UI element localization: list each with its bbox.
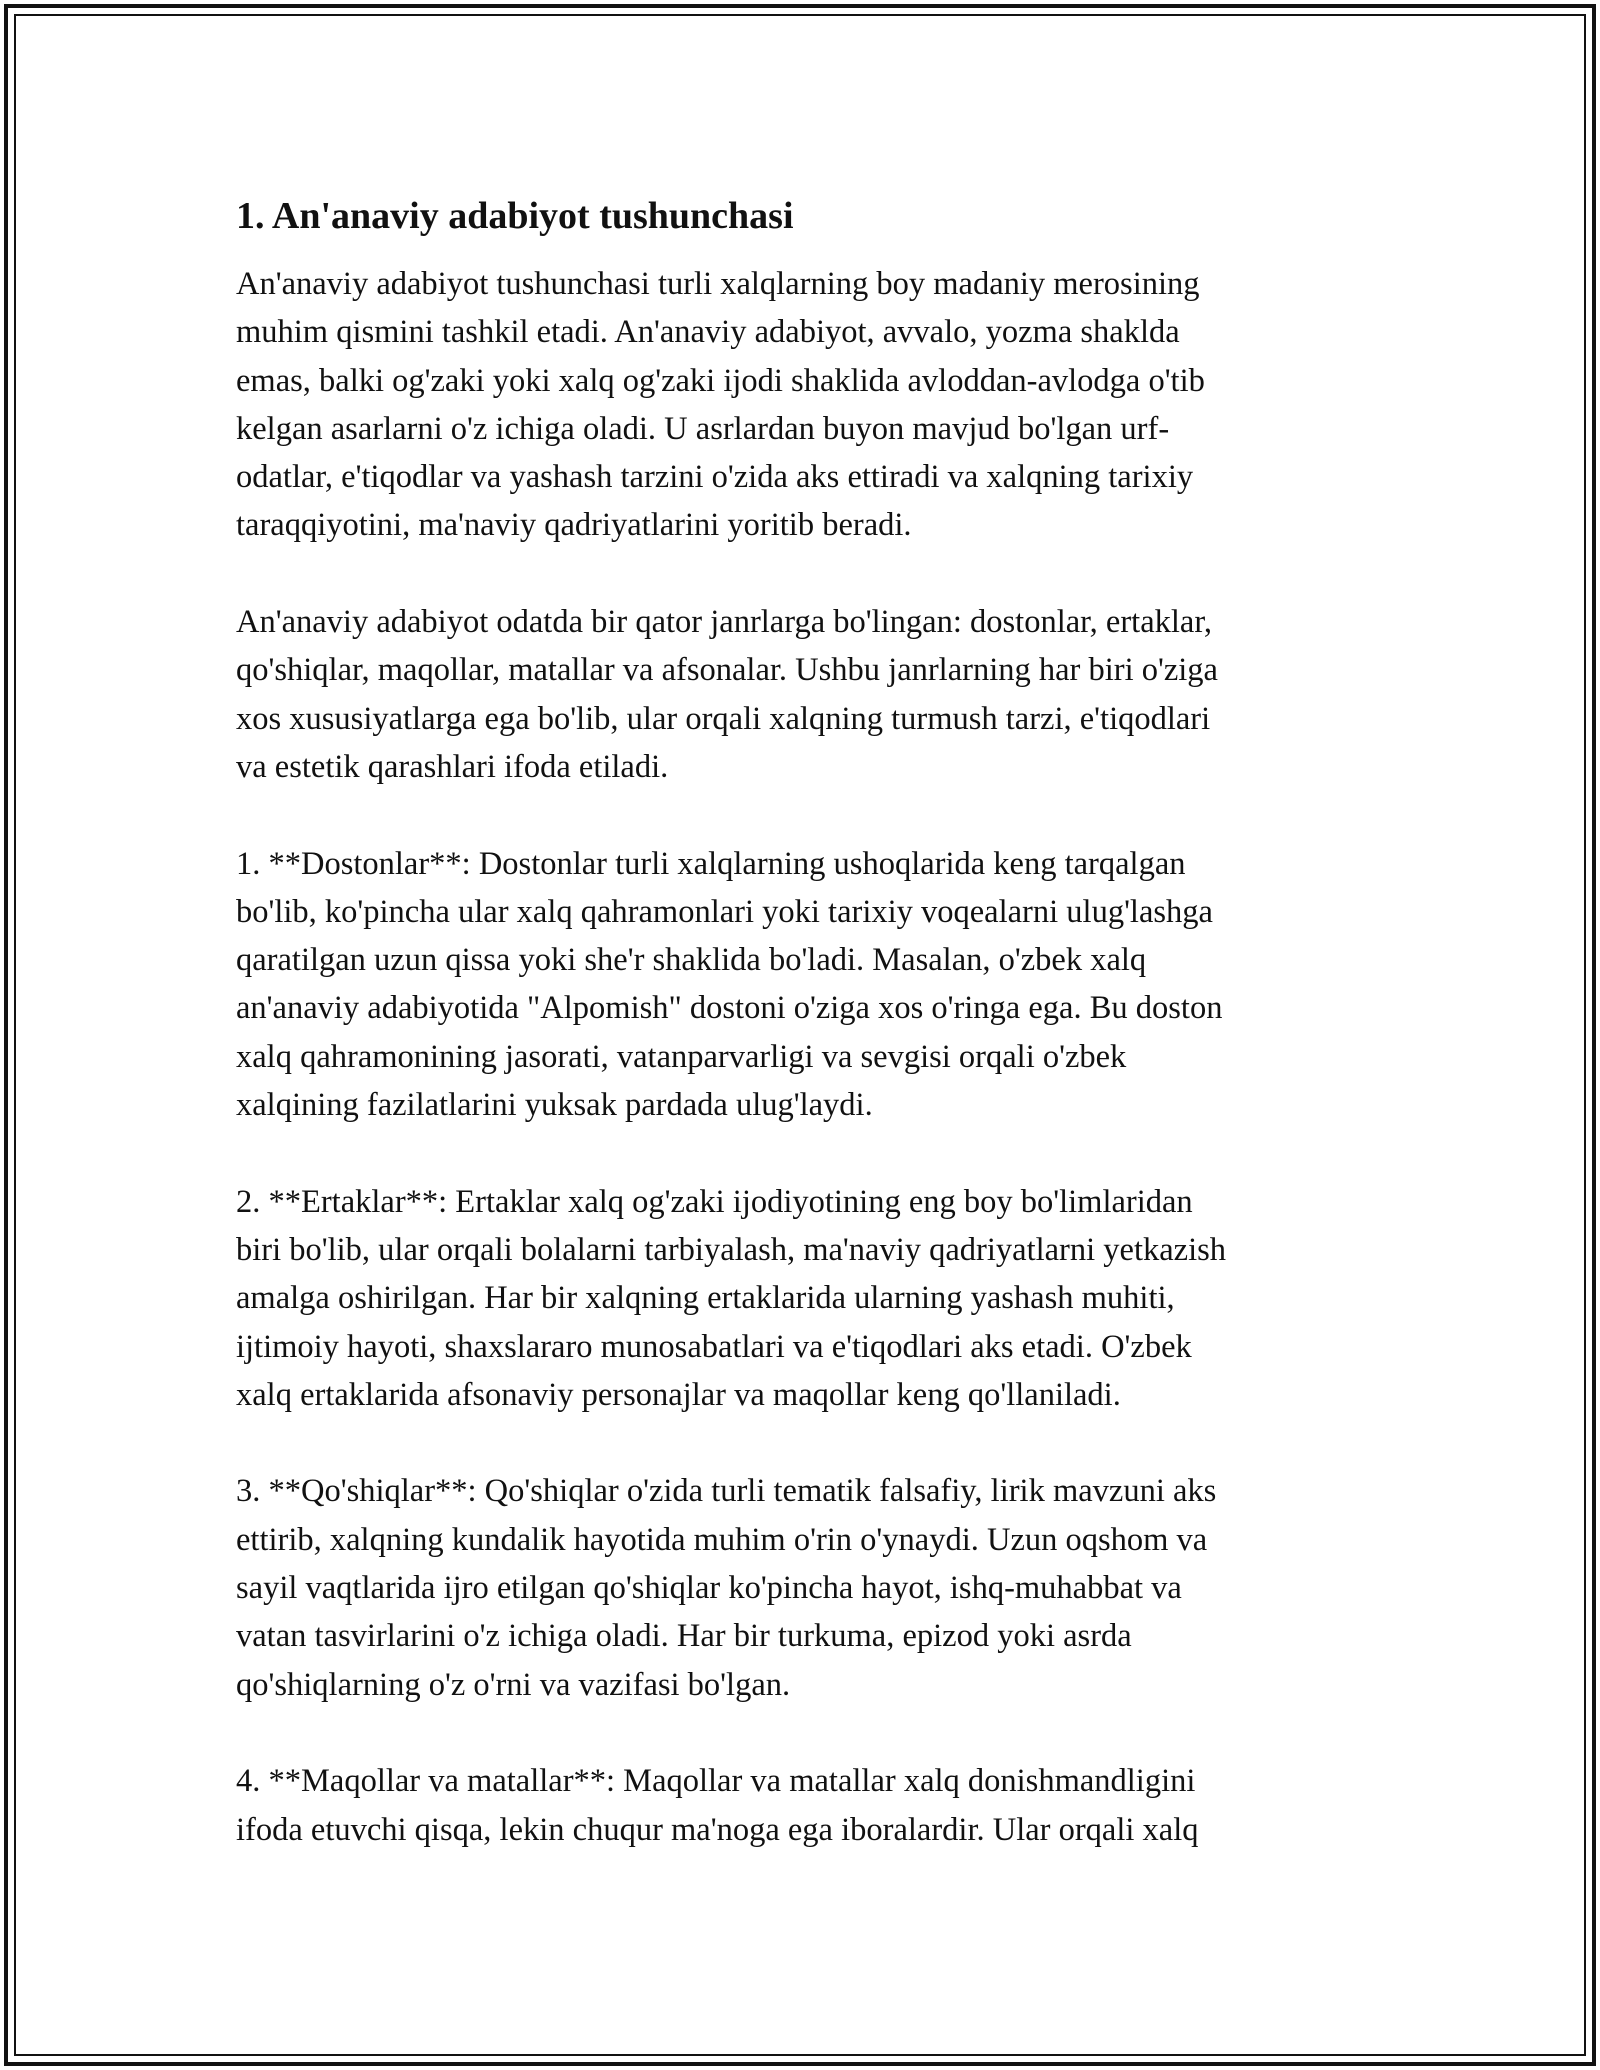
paragraph-maqollar (236, 1757, 1366, 1854)
text-line: qo'shiqlar, maqollar, matallar va afsonalar. Ushbu janrlarning har biri o'ziga (236, 652, 1218, 689)
document-body (236, 190, 1366, 1854)
text-line: 2. **Ertaklar**: Ertaklar xalq og'zaki ijodiyotining eng boy bo'limlaridan (236, 1183, 1193, 1220)
text-line: 1. **Dostonlar**: Dostonlar turli xalqlarning ushoqlarida keng tarqalgan (236, 845, 1186, 882)
text-line: ijtimoiy hayoti, shaxslararo munosabatlari va e'tiqodlari aks etadi. O'zbek (236, 1328, 1192, 1365)
text-line: 4. **Maqollar va matallar**: Maqollar va matallar xalq donishmandligini (236, 1763, 1196, 1800)
text-line: biri bo'lib, ular orqali bolalarni tarbiyalash, ma'naviy qadriyatlarni yetkazish (236, 1231, 1227, 1268)
text-line: 3. **Qo'shiqlar**: Qo'shiqlar o'zida turli tematik falsafiy, lirik mavzuni aks (236, 1473, 1217, 1510)
paragraph-gap (236, 1129, 1366, 1177)
text-line: muhim qismini tashkil etadi. An'anaviy adabiyot, avvalo, yozma shaklda (236, 314, 1180, 351)
text-line: qaratilgan uzun qissa yoki she'r shaklida bo'ladi. Masalan, o'zbek xalq (236, 942, 1147, 979)
text-line: ettirib, xalqning kundalik hayotida muhim o'rin o'ynaydi. Uzun oqshom va (236, 1521, 1208, 1558)
paragraph-intro (236, 260, 1366, 550)
text-line: sayil vaqtlarida ijro etilgan qo'shiqlar ko'pincha hayot, ishq-muhabbat va (236, 1570, 1182, 1607)
text-line: vatan tasvirlarini o'z ichiga oladi. Har bir turkuma, epizod yoki asrda (236, 1618, 1132, 1655)
text-line: taraqqiyotini, ma'naviy qadriyatlarini yoritib beradi. (236, 507, 912, 544)
text-line: xalqining fazilatlarini yuksak pardada ulug'laydi. (236, 1087, 873, 1124)
paragraph-gap (236, 550, 1366, 598)
paragraph-qoshiqlar (236, 1467, 1366, 1708)
text-line: odatlar, e'tiqodlar va yashash tarzini o'zida aks ettiradi va xalqning tarixiy (236, 459, 1194, 496)
text-line: an'anaviy adabiyotida "Alpomish" dostoni o'ziga xos o'ringa ega. Bu doston (236, 990, 1223, 1027)
text-line: qo'shiqlarning o'z o'rni va vazifasi bo'lgan. (236, 1666, 791, 1703)
text-line: va estetik qarashlari ifoda etiladi. (236, 748, 669, 785)
text-line: kelgan asarlarni o'z ichiga oladi. U asrlardan buyon mavjud bo'lgan urf- (236, 410, 1170, 447)
paragraph-gap (236, 1709, 1366, 1757)
paragraph-gap (236, 1419, 1366, 1467)
paragraph-genres (236, 598, 1366, 791)
text-line: xalq qahramonining jasorati, vatanparvarligi va sevgisi orqali o'zbek (236, 1038, 1127, 1075)
text-line: amalga oshirilgan. Har bir xalqning ertaklarida ularning yashash muhiti, (236, 1280, 1175, 1317)
text-line: xos xususiyatlarga ega bo'lib, ular orqali xalqning turmush tarzi, e'tiqodlari (236, 700, 1211, 737)
text-line: xalq ertaklarida afsonaviy personajlar va maqollar keng qo'llaniladi. (236, 1376, 1121, 1413)
text-line: An'anaviy adabiyot odatda bir qator janrlarga bo'lingan: dostonlar, ertaklar, (236, 604, 1212, 641)
text-line: An'anaviy adabiyot tushunchasi turli xalqlarning boy madaniy merosining (236, 266, 1200, 302)
text-line: ifoda etuvchi qisqa, lekin chuqur ma'noga ega iboralardir. Ular orqali xalq (236, 1811, 1199, 1848)
paragraph-ertaklar (236, 1178, 1366, 1419)
text-line: bo'lib, ko'pincha ular xalq qahramonlari yoki tarixiy voqealarni ulug'lashga (236, 893, 1213, 930)
section-title: 1. An'anaviy adabiyot tushunchasi (236, 195, 794, 237)
paragraph-gap (236, 791, 1366, 839)
text-line: emas, balki og'zaki yoki xalq og'zaki ijodi shaklida avloddan-avlodga o'tib (236, 362, 1205, 399)
paragraph-dostonlar (236, 840, 1366, 1130)
